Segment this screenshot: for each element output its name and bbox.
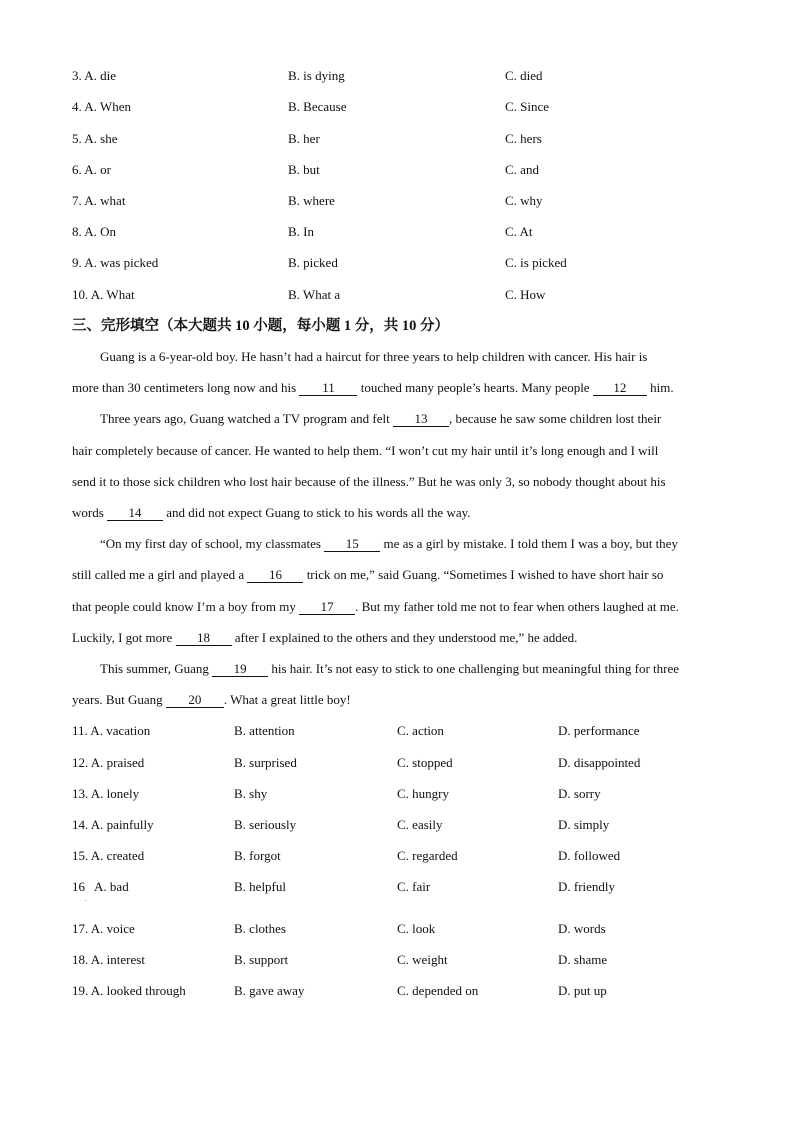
answer-blank: 18	[176, 630, 232, 646]
answer-blank: 15	[324, 536, 380, 552]
question-options-row	[72, 816, 732, 834]
option-b: B. but	[288, 162, 320, 177]
option-a: 14. A. painfully	[72, 817, 154, 832]
passage-text: Luckily, I got more	[72, 630, 176, 645]
passage-text: still called me a girl and played a	[72, 567, 248, 582]
option-b: B. In	[288, 224, 314, 239]
passage-text: more than 30 centimeters long now and his	[72, 380, 300, 395]
passage-line	[72, 504, 724, 522]
question-options-row	[72, 67, 732, 85]
question-options-row	[72, 951, 732, 969]
answer-blank: 13	[393, 411, 449, 427]
option-c: C. died	[505, 68, 543, 83]
passage-text: “On my first day of school, my classmates	[100, 536, 325, 551]
question-options-row	[72, 286, 732, 304]
question-options-row	[72, 161, 732, 179]
option-a: 17. A. voice	[72, 921, 135, 936]
option-a: 7. A. what	[72, 193, 126, 208]
option-b: B. where	[288, 193, 335, 208]
option-c: C. easily	[397, 817, 443, 832]
answer-blank: 20	[166, 692, 224, 708]
option-c: C. is picked	[505, 255, 567, 270]
option-a: 6. A. or	[72, 162, 111, 177]
option-b: B. gave away	[234, 983, 305, 998]
option-d: D. put up	[558, 983, 607, 998]
passage-text: trick on me,” said Guang. “Sometimes I wished to have short hair so	[303, 567, 664, 582]
option-c: C. At	[505, 224, 533, 239]
option-a: 12. A. praised	[72, 755, 145, 770]
option-a: 5. A. she	[72, 131, 118, 146]
passage-line	[72, 473, 724, 491]
option-c: C. depended on	[397, 983, 479, 998]
question-options-row	[72, 223, 732, 241]
passage-line	[100, 410, 724, 428]
answer-blank: 16	[247, 567, 303, 583]
answer-blank: 17	[299, 599, 355, 615]
option-c: C. action	[397, 723, 444, 738]
option-d: D. shame	[558, 952, 608, 967]
passage-text: that people could know I’m a boy from my	[72, 599, 300, 614]
passage-line	[72, 379, 724, 397]
passage-line	[72, 566, 724, 584]
question-options-row	[72, 98, 732, 116]
answer-blank: 12	[593, 380, 647, 396]
passage-text: after I explained to the others and they understood me,” he added.	[231, 630, 578, 645]
option-c: C. regarded	[397, 848, 458, 863]
option-b: B. her	[288, 131, 320, 146]
option-c: C. why	[505, 193, 543, 208]
option-b: B. support	[234, 952, 289, 967]
question-options-row	[72, 754, 732, 772]
option-b: B. What a	[288, 287, 341, 302]
option-c: C. hungry	[397, 786, 449, 801]
passage-line	[72, 442, 724, 460]
option-d: D. performance	[558, 723, 640, 738]
option-d: D. words	[558, 921, 606, 936]
option-a: 9. A. was picked	[72, 255, 159, 270]
option-d: D. simply	[558, 817, 610, 832]
passage-text: This summer, Guang	[100, 661, 213, 676]
option-b: B. attention	[234, 723, 295, 738]
answer-blank: 14	[107, 505, 163, 521]
passage-text: and did not expect Guang to stick to his words all the way.	[163, 505, 471, 520]
passage-text: me as a girl by mistake. I told them I was a boy, but they	[380, 536, 678, 551]
option-a: 18. A. interest	[72, 952, 145, 967]
question-options-row	[72, 130, 732, 148]
option-b: B. seriously	[234, 817, 297, 832]
option-b: B. is dying	[288, 68, 345, 83]
option-c: C. How	[505, 287, 546, 302]
option-a: 8. A. On	[72, 224, 117, 239]
option-a: 19. A. looked through	[72, 983, 186, 998]
option-b: B. Because	[288, 99, 347, 114]
passage-text: his hair. It’s not easy to stick to one challenging but meaningful thing for three	[268, 661, 679, 676]
option-d: D. followed	[558, 848, 621, 863]
option-c: C. hers	[505, 131, 542, 146]
passage-text: Three years ago, Guang watched a TV program and felt	[100, 411, 393, 426]
option-b: B. picked	[288, 255, 338, 270]
passage-text: . What a great little boy!	[223, 692, 351, 707]
option-a: 15. A. created	[72, 848, 145, 863]
passage-text: touched many people’s hearts. Many people	[357, 380, 593, 395]
section-heading: 三、完形填空（本大题共 10 小题，每小题 1 分，共 10 分）	[72, 318, 449, 334]
option-d: D. disappointed	[558, 755, 641, 770]
question-options-row	[72, 920, 732, 938]
question-options-row	[72, 722, 732, 740]
passage-line	[72, 629, 724, 647]
option-a: 10. A. What	[72, 287, 135, 302]
passage-line	[100, 660, 724, 678]
option-b: B. helpful	[234, 879, 286, 894]
option-b: B. surprised	[234, 755, 297, 770]
option-d: D. friendly	[558, 879, 616, 894]
option-c: C. fair	[397, 879, 431, 894]
question-options-row	[72, 785, 732, 803]
question-options-row	[72, 192, 732, 210]
option-b: B. clothes	[234, 921, 286, 936]
passage-line	[72, 598, 724, 616]
passage-text: Guang is a 6-year-old boy. He hasn’t had a haircut for three years to help children with cancer. His hair is	[100, 349, 648, 364]
passage-line	[100, 348, 724, 366]
passage-text: years. But Guang	[72, 692, 166, 707]
passage-text: words	[72, 505, 108, 520]
option-c: C. Since	[505, 99, 550, 114]
passage-text: him.	[646, 380, 674, 395]
option-d: D. sorry	[558, 786, 601, 801]
passage-line	[72, 691, 724, 709]
question-options-row	[72, 982, 732, 1000]
option-a: 11. A. vacation	[72, 723, 151, 738]
option-b: B. shy	[234, 786, 268, 801]
answer-blank: 11	[299, 380, 357, 396]
question-options-row	[72, 847, 732, 865]
passage-text: hair completely because of cancer. He wanted to help them. “I won’t cut my hair until it’s long enough and I will	[72, 443, 659, 458]
option-c: C. weight	[397, 952, 448, 967]
passage-text: , because he saw some children lost their	[449, 411, 662, 426]
option-a: 16 A. bad	[72, 879, 129, 894]
option-c: C. and	[505, 162, 539, 177]
passage-text: send it to those sick children who lost hair because of the illness.” But he was only 3, so nobody thought about his	[72, 474, 666, 489]
option-a: 3. A. die	[72, 68, 117, 83]
option-c: C. look	[397, 921, 436, 936]
option-a: 4. A. When	[72, 99, 131, 114]
option-b: B. forgot	[234, 848, 281, 863]
answer-blank: 19	[212, 661, 268, 677]
option-a: 13. A. lonely	[72, 786, 140, 801]
passage-line	[100, 535, 724, 553]
question-options-row	[72, 254, 732, 272]
passage-text: . But my father told me not to fear when others laughed at me.	[355, 599, 679, 614]
question-options-row	[72, 878, 732, 896]
option-c: C. stopped	[397, 755, 453, 770]
stray-mark: .	[85, 897, 87, 903]
